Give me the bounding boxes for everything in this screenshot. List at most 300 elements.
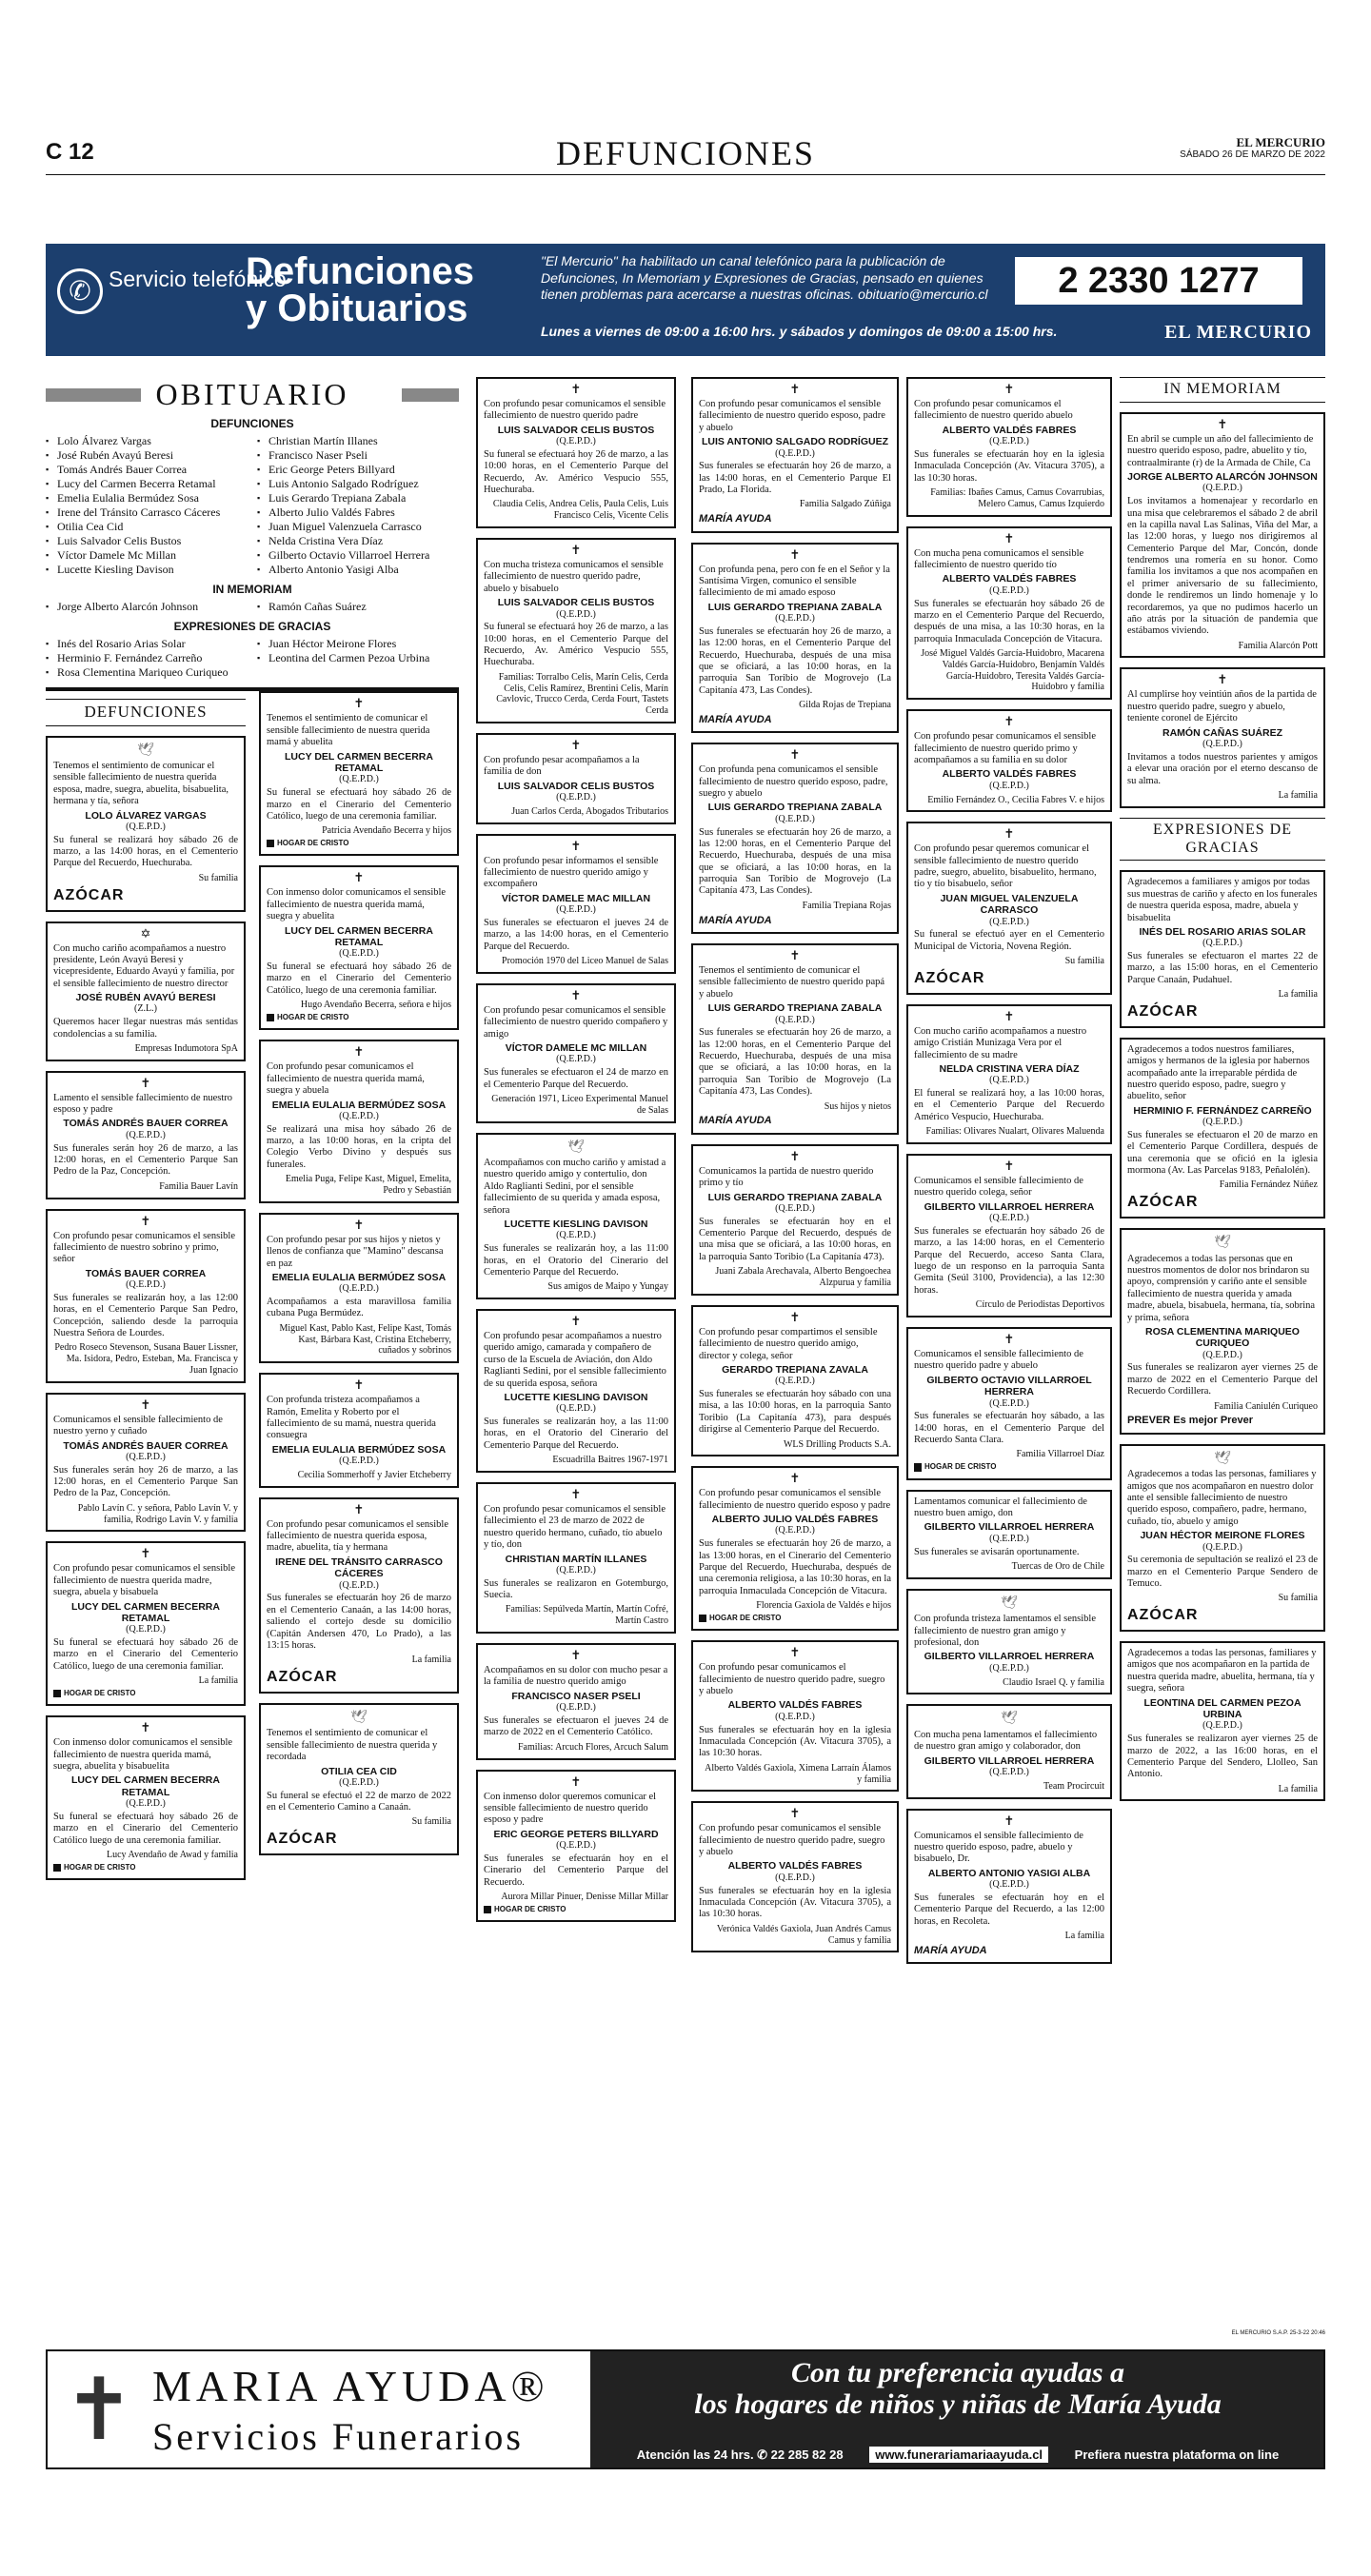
death-notice (906, 526, 1112, 701)
deceased-name: HERMINIO F. FERNÁNDEZ CARREÑO (1133, 1104, 1312, 1117)
cross-icon: ✝ (1003, 1333, 1015, 1347)
notice-qepd: (Q.E.P.D.) (989, 1075, 1029, 1086)
deceased-name: GILBERTO VILLARROEL HERRERA (924, 1200, 1095, 1213)
notice-signature: Miguel Kast, Pablo Kast, Felipe Kast, Tomás Kast, Bárbara Kast, Cristina Etcheberry, cuñados y sobrinos (279, 1322, 451, 1357)
cross-icon: ✝ (570, 739, 582, 753)
index-entry: ▪ Rosa Clementina Mariqueo Curiqueo (46, 665, 248, 680)
death-notice (906, 1327, 1112, 1480)
memoriam-head: IN MEMORIAM (1120, 377, 1325, 403)
notice-body: Sus funerales se efectuaron el 24 de marzo en el Cementerio Parque del Recuerdo. (484, 1067, 668, 1090)
death-notice (476, 1482, 676, 1634)
index-entry: ▪ Luis Gerardo Trepiana Zabala (257, 491, 459, 505)
notice-body: Sus funerales se efectuaron el 20 de marzo en el Cementerio Parque Cordillera, después de una ceremonia que se ofició en la iglesia mormona (Av. Las Parcelas 9183, Peñalolén). (1127, 1129, 1318, 1177)
cross-icon: ✝ (1003, 1159, 1015, 1175)
notice-signature: Florencia Gaxiola de Valdés e hijos (756, 1600, 891, 1612)
banner-text: "El Mercurio" ha habilitado un canal telefónico para la publicación de Defunciones, In Memoriam y Expresiones de Gracias, pensado en quienes tienen problemas para acercarse a nuestras oficinas. obituario@mercurio.cl (541, 253, 988, 302)
notice-intro: Con mucha pena lamentamos el fallecimiento de nuestro gran amigo y colaborador, don (914, 1729, 1098, 1753)
notice-signature: Familia Salgado Zúñiga (799, 499, 891, 510)
notice-body: Sus funerales se realizaron en Gotemburgo, Suecia. (484, 1577, 668, 1601)
cross-icon: ✝ (353, 1218, 365, 1233)
banner-title (246, 250, 475, 330)
death-notice (46, 1715, 246, 1880)
notice-body: Sus funerales se efectuaron el jueves 24 de marzo de 2022 en el Cementerio Católico. (484, 1714, 668, 1738)
deceased-name: EMELIA EULALIA BERMÚDEZ SOSA (271, 1271, 447, 1283)
azocar-logo-icon: AZÓCAR (1127, 1194, 1199, 1211)
column-2 (476, 377, 676, 1932)
notice-body: Sus funerales se efectuarán hoy sábado 26 de marzo, a las 14:00 horas, en el Cementerio Parque del Recuerdo, acceso Santa Clara, luego de un responso en la parroquia Santa Gemita (Seúl 3100, Providencia), a las 12:30 horas. (914, 1225, 1104, 1296)
banner-hours: Lunes a viernes de 09:00 a 16:00 hrs. y sábados y domingos de 09:00 a 15:00 hrs. (541, 324, 1058, 339)
notice-body: El funeral se realizará hoy, a las 10:00 horas, en el Cementerio Parque del Recuerdo Américo Vespucio, Huechuraba. (914, 1088, 1104, 1122)
notice-signature: Escuadrilla Baitres 1967-1971 (552, 1455, 668, 1466)
notice-qepd: (Q.E.P.D.) (339, 948, 379, 960)
notice-intro: Con profundo pesar comunicamos el fallecimiento de nuestra querida mamá, suegra y abuela (267, 1061, 425, 1097)
death-notice (259, 1213, 459, 1363)
deceased-name: TOMÁS ANDRÉS BAUER CORREA (63, 1439, 228, 1452)
deceased-name: VÍCTOR DAMELE MAC MILLAN (501, 892, 651, 904)
paper-info (1180, 135, 1325, 161)
death-notice (691, 1305, 899, 1457)
death-notice (906, 377, 1112, 517)
index-memoriam (46, 600, 459, 614)
notice-body: Sus funerales se efectuarán hoy en el Cinerario del Cementerio Parque del Recuerdo. (484, 1853, 668, 1888)
notice-qepd: (Q.E.P.D.) (339, 1579, 379, 1591)
death-notice (691, 1801, 899, 1952)
deceased-name: EMELIA EULALIA BERMÚDEZ SOSA (271, 1443, 447, 1456)
notice-signature: Verónica Valdés Gaxiola, Juan Andrés Camus Camus y familia (716, 1923, 891, 1946)
notice-qepd: (Q.E.P.D.) (989, 436, 1029, 447)
notice-qepd: (Q.E.P.D.) (556, 792, 596, 803)
notice-qepd: (Q.E.P.D.) (556, 1564, 596, 1575)
death-notice (476, 983, 676, 1123)
notice-intro: Tenemos el sentimiento de comunicar el sensible fallecimiento de nuestra querida mamá y abuelita (267, 713, 430, 748)
index-entry: ▪ Emelia Eulalia Bermúdez Sosa (46, 491, 248, 505)
deceased-name: GILBERTO VILLARROEL HERRERA (924, 1754, 1095, 1767)
notice-body: Su funeral se efectuará hoy sábado 26 de marzo en el Cinerario del Cementerio Católico, luego de una ceremonia familiar. (267, 787, 451, 822)
mariayuda-logo-icon: MARÍA AYUDA (699, 513, 772, 525)
notice-body: Su funeral se efectuó el 22 de marzo de 2022 en el Cementerio Camino a Canaán. (267, 1790, 451, 1813)
notice-body: Su funeral se efectuará hoy 26 de marzo, a las 10:00 horas, en el Cementerio Parque del Recuerdo, Av. Américo Vespucio 555, Huechuraba. (484, 448, 668, 496)
notice-signature: Su familia (1064, 956, 1104, 967)
cross-icon: ✝ (1003, 1009, 1015, 1024)
column-1 (46, 377, 459, 1890)
notice-body: Sus funerales se efectuarán hoy en la iglesia Inmaculada Concepción (Av. Vitacura 3705), a las 10:30 horas. (699, 1885, 891, 1920)
cross-icon: ✝ (789, 1646, 801, 1661)
notice-body: Su funeral se realizará hoy sábado 26 de marzo, a las 14:00 horas, en el Cementerio Parque del Recuerdo, Huechuraba. (53, 834, 238, 869)
deceased-name: FRANCISCO NASER PSELI (511, 1690, 641, 1702)
notice-qepd: (Q.E.P.D.) (989, 1879, 1029, 1891)
paper-date: SÁBADO 26 DE MARZO DE 2022 (1180, 149, 1325, 161)
notice-qepd: (Q.E.P.D.) (1202, 483, 1242, 494)
deceased-name: ALBERTO VALDÉS FABRES (942, 573, 1077, 585)
column-5 (1120, 377, 1325, 1811)
deceased-name: TOMÁS ANDRÉS BAUER CORREA (63, 1118, 228, 1130)
dove-icon: 🕊 (1214, 1235, 1231, 1251)
notice-list (691, 377, 899, 1952)
death-notice (476, 1643, 676, 1759)
cross-icon: ✝ (570, 1315, 582, 1330)
notice-signature: Pedro Roseco Stevenson, Susana Bauer Lissner, Ma. Isidora, Pedro, Esteban, Ma. Francisca y Juan Ignacio (54, 1342, 238, 1376)
index-entry: ▪ Irene del Tránsito Carrasco Cáceres (46, 505, 248, 520)
notice-intro: Con profundo pesar comunicamos el sensible fallecimiento de nuestro querido esposo y padre (699, 1488, 891, 1511)
notice-signature: Claudio Israel Q. y familia (1003, 1676, 1104, 1688)
death-notice (46, 1071, 246, 1199)
deceased-name: LUCY DEL CARMEN BECERRA RETAMAL (71, 1774, 220, 1798)
deceased-name: LUCY DEL CARMEN BECERRA RETAMAL (285, 924, 433, 948)
notice-list (259, 691, 459, 1855)
deceased-name: CHRISTIAN MARTÍN ILLANES (505, 1553, 647, 1565)
dove-icon: 🕊 (137, 742, 154, 758)
deceased-name: INÉS DEL ROSARIO ARIAS SOLAR (1139, 925, 1306, 938)
death-notice (259, 1497, 459, 1694)
notice-body: Sus funerales se efectuarán hoy sábado 26 de marzo en el Cementerio Parque del Recuerdo, después de una misa, a las 10:30 horas, en la parroquia Inmaculada Concepción de Vitacura. (914, 598, 1104, 644)
notice-body: Sus funerales se efectuarán hoy 26 de marzo, a las 12:00 horas, en el Cementerio Parque del Recuerdo, Huechuraba, después de una misa que se oficiará, a las 10:00 horas, en la parroquia San Toribio de Mogrovejo (La Capitanía 473, Las Condes). (699, 1027, 891, 1098)
cross-icon: ✝ (789, 383, 801, 397)
notice-signature: Familias: Olivares Nualart, Olivares Maluenda (925, 1126, 1104, 1138)
index-list-left (46, 434, 248, 577)
notice-body: Sus funerales serán hoy 26 de marzo, a las 12:00 horas, en el Cementerio Parque San Pedro de la Paz, Concepción. (53, 1464, 238, 1499)
notice-signature: Círculo de Periodistas Deportivos (975, 1299, 1104, 1311)
obituary-title: OBITUARIO (46, 377, 459, 411)
death-notice (259, 691, 459, 856)
notice-signature: Cecilia Sommerhoff y Javier Etcheberry (297, 1469, 451, 1480)
death-notice (476, 1770, 676, 1923)
notice-qepd: (Q.E.P.D.) (126, 821, 166, 832)
notice-body: Sus funerales se efectuaron el jueves 24 de marzo, a las 14:00 horas, en el Cementerio Parque del Recuerdo. (484, 918, 668, 952)
index-entry: ▪ Inés del Rosario Arias Solar (46, 637, 248, 651)
notice-intro: Con profundo pesar comunicamos el sensible fallecimiento de nuestro querido padre (484, 399, 666, 422)
notice-intro: Con mucha pena comunicamos el sensible fallecimiento de nuestro querido tío (914, 547, 1084, 571)
notice-signature: Patricia Avendaño Becerra y hijos (322, 825, 451, 837)
azocar-logo-icon: AZÓCAR (267, 1831, 338, 1848)
phone-icon: ✆ (57, 268, 103, 314)
cross-icon: ✝ (353, 697, 365, 712)
notice-intro: Comunicamos la partida de nuestro querido primo y tío (699, 1165, 874, 1189)
index-memoriam-label: IN MEMORIAM (212, 583, 292, 597)
deceased-name: JORGE ALBERTO ALARCÓN JOHNSON (1127, 471, 1318, 483)
death-notice (46, 1209, 246, 1383)
notice-intro: Agradecemos a todas las personas que en nuestros momentos de dolor nos brindaron su apoyo, comprensión y cariño ante el sensible fallecimiento de nuestra querida y amada madre, abuela, bisabuela, hermana, tía, sobrina y prima, señora (1127, 1253, 1316, 1323)
cross-icon: ✝ (789, 748, 801, 763)
deceased-name: LUIS SALVADOR CELIS BUSTOS (497, 424, 655, 436)
notice-intro: Con profundo pesar comunicamos el sensible fallecimiento de nuestra querida madre, suegra, abuela y bisabuela (53, 1563, 235, 1598)
dove-icon: 🕊 (1001, 1711, 1018, 1727)
notice-signature: Lucy Avendaño de Awad y familia (106, 1850, 238, 1861)
notice-qepd: (Q.E.P.D.) (989, 1662, 1029, 1674)
cross-icon: ✝ (140, 1547, 151, 1562)
notice-intro: Con mucho cariño acompañamos a nuestro presidente, León Avayú Beresi y vicepresidente, Eduardo Avayú y familia, por el sensible fallecimiento de nuestro director (53, 942, 235, 989)
notice-qepd: (Q.E.P.D.) (775, 1525, 815, 1536)
defunciones-stack-b (259, 691, 459, 1890)
notice-signature: Gilda Rojas de Trepiana (799, 700, 891, 711)
cross-icon: ✝ (140, 1076, 151, 1091)
death-notice (46, 921, 246, 1061)
notice-body: Sus funerales serán hoy 26 de marzo, a las 12:00 horas, en el Cementerio Parque San Pedro de la Paz, Concepción. (53, 1142, 238, 1178)
deceased-name: LUCETTE KIESLING DAVISON (504, 1391, 648, 1403)
notice-signature: La familia (198, 1675, 238, 1687)
star-of-david-icon: ✡ (140, 926, 151, 941)
cross-icon: ✝ (1003, 383, 1015, 397)
death-notice (1120, 667, 1325, 807)
notice-body: Su funeral se efectuó ayer en el Cementerio Municipal de Victoria, Novena Región. (914, 929, 1104, 952)
notice-body: Sus funerales se realizaron ayer viernes 25 de marzo de 2022, a las 16:00 horas, en el Cementerio Parque del Sendero, Llolleo, San Antonio. (1127, 1734, 1318, 1780)
death-notice (259, 1040, 459, 1202)
defunciones-subcolumns (46, 691, 459, 1890)
notice-body: Su funeral se efectuará hoy sábado 26 de marzo en el Cinerario del Cementerio Católico luego de una ceremonia familiar. (53, 1812, 238, 1846)
notice-body: Sus funerales se efectuarán hoy en el Cementerio Parque del Recuerdo, a las 12:00 horas, en Recoleta. (914, 1892, 1104, 1927)
index-list-left (46, 637, 248, 680)
notice-body: Sus funerales se efectuarán hoy en el Cementerio Parque del Recuerdo, después de una misa que se oficiará, a las 10:00 horas, en la parroquia Santo Toribio (La Capitanía 473). (699, 1216, 891, 1262)
death-notice (906, 822, 1112, 994)
index-entry: ▪ Lucette Kiesling Davison (46, 563, 248, 577)
prever-logo-icon: PREVER Es mejor Prever (1127, 1415, 1254, 1427)
notice-body: Sus funerales se realizaron ayer viernes 25 de marzo de 2022 en el Cementerio Parque del Recuerdo Cordillera. (1127, 1362, 1318, 1397)
notice-signature: José Miguel Valdés García-Huidobro, Macarena Valdés García-Huidobro, Benjamín Valdés García-Huidobro, Teresita Valdés García-Huidobro y familia (921, 648, 1104, 693)
index-entry: ▪ Lolo Álvarez Vargas (46, 434, 248, 448)
notice-intro: Agradecemos a familiares y amigos por todas sus muestras de cariño y afecto en los funerales de nuestra querida esposa, madre, abuela y bisabuelita (1127, 877, 1318, 923)
death-notice (476, 538, 676, 723)
hogar-logo-icon: HOGAR DE CRISTO (53, 1864, 135, 1872)
cross-icon: ✝ (140, 1721, 151, 1736)
death-notice (906, 1490, 1112, 1579)
notice-body: Sus funerales se efectuarán hoy en la iglesia Inmaculada Concepción (Av. Vitacura 3705), a las 10:30 horas. (914, 448, 1104, 484)
cross-icon: ✝ (789, 1149, 801, 1164)
death-notice (259, 865, 459, 1030)
notice-intro: Lamentamos comunicar el fallecimiento de nuestro buen amigo, don (914, 1496, 1087, 1518)
index-entry: ▪ Víctor Damele Mc Millan (46, 548, 248, 563)
notice-qepd: (Q.E.P.D.) (1202, 1117, 1242, 1128)
ad-tagline: Prefiera nuestra plataforma on line (1074, 2447, 1280, 2462)
index-entry: ▪ Juan Héctor Meirone Flores (257, 637, 459, 651)
mariayuda-logo-icon: MARÍA AYUDA (914, 1944, 987, 1956)
notice-qepd: (Q.E.P.D.) (775, 1872, 815, 1883)
notice-body: Acompañamos a esta maravillosa familia cubana Puga Bermúdez. (267, 1297, 451, 1319)
notice-intro: Con profundo pesar acompañamos a nuestro querido amigo, camarada y compañero de curso de la Escuela de Aviación, don Aldo Raglianti Sedini, por el sensible fallecimiento de su querida esposa, señora (484, 1331, 666, 1389)
deceased-name: LEONTINA DEL CARMEN PEZOA URBINA (1143, 1696, 1301, 1720)
deceased-name: IRENE DEL TRÁNSITO CARRASCO CÁCERES (275, 1556, 443, 1580)
notice-qepd: (Q.E.P.D.) (556, 436, 596, 447)
deceased-name: LUCY DEL CARMEN BECERRA RETAMAL (71, 1600, 220, 1624)
cross-icon: ✝ (1003, 531, 1015, 546)
notice-intro: Tenemos el sentimiento de comunicar el sensible fallecimiento de nuestro querido papá y abuelo (699, 965, 885, 1000)
notice-intro: Con profundo pesar informamos el sensible fallecimiento de nuestro querido amigo y excompañero (484, 855, 659, 890)
notice-qepd: (Q.E.P.D.) (556, 1840, 596, 1852)
index-entry: ▪ Jorge Alberto Alarcón Johnson (46, 600, 248, 614)
banner-title-line1: Defunciones (246, 250, 475, 292)
index-list-right (257, 434, 459, 577)
index-entry: ▪ Alberto Julio Valdés Fabres (257, 505, 459, 520)
notice-qepd: (Q.E.P.D.) (775, 1376, 815, 1387)
notice-body: Sus funerales se efectuarán hoy en la iglesia Inmaculada Concepción (Av. Vitacura 3705), a las 10:30 horas. (699, 1724, 891, 1759)
notice-body: Sus funerales se realizarán hoy, a las 12:00 horas, en el Cementerio Parque San Pedro, Concepción, saliendo desde la parroquia Nuestra Señora de Lourdes. (53, 1292, 238, 1338)
notice-body: Su ceremonia de sepultación se realizó el 23 de marzo en el Cementerio Parque Sendero de Temuco. (1127, 1555, 1318, 1590)
death-notice (906, 1809, 1112, 1965)
print-footnote: EL MERCURIO S.A.P. 25-3-22 20:46 (1231, 2330, 1325, 2336)
ad-slogan-line2: los hogares de niños y niñas de María Ayuda (694, 2388, 1222, 2420)
dove-icon: 🕊 (1001, 1595, 1018, 1611)
ad-service: Servicios Funerarios (152, 2415, 524, 2458)
notice-intro: Tenemos el sentimiento de comunicar el sensible fallecimiento de nuestra querida y recordada (267, 1728, 438, 1763)
notice-body: Invitamos a todos nuestros parientes y amigos a elevar una oración por el eterno descanso de su alma. (1127, 751, 1318, 786)
notice-signature: Claudia Celis, Andrea Celis, Paula Celis, Luis Francisco Celis, Vicente Celis (492, 499, 668, 522)
notice-signature: Familia Alarcón Pott (1238, 640, 1318, 651)
notice-qepd: (Q.E.P.D.) (339, 1776, 379, 1788)
notice-qepd: (Q.E.P.D.) (989, 1213, 1029, 1224)
cross-icon: ✝ (789, 1310, 801, 1325)
notice-signature: Tuercas de Oro de Chile (1011, 1560, 1104, 1572)
notice-qepd: (Q.E.P.D.) (126, 1451, 166, 1462)
cross-icon: ✝ (570, 1649, 582, 1664)
notice-intro: Con profunda tristeza lamentamos el sensible fallecimiento de nuestro gran amigo y profesional, don (914, 1614, 1096, 1648)
deceased-name: LUIS ANTONIO SALGADO RODRÍGUEZ (701, 436, 888, 448)
index-entry: ▪ Luis Antonio Salgado Rodríguez (257, 477, 459, 491)
notice-qepd: (Q.E.P.D.) (126, 1798, 166, 1810)
death-notice (691, 1640, 899, 1792)
notice-signature: Promoción 1970 del Liceo Manuel de Salas (502, 956, 668, 967)
banner-brand: EL MERCURIO (1164, 322, 1312, 343)
notice-intro: En abril se cumple un año del fallecimiento de nuestro querido esposo, padre, abuelito y tío, contraalmirante (r) de la Armada de Chile, Ca (1127, 433, 1314, 468)
notice-qepd: (Q.E.P.D.) (775, 1711, 815, 1722)
ad-slogan (590, 2357, 1325, 2420)
notice-qepd: (Q.E.P.D.) (126, 1624, 166, 1635)
notice-qepd: (Z.L.) (134, 1003, 157, 1015)
notice-intro: Con profundo pesar comunicamos el sensible fallecimiento de nuestro querido padre, suegro y abuelo (699, 1823, 885, 1858)
notice-signature: Su familia (411, 1816, 451, 1828)
notice-body: Sus funerales se efectuarán hoy sábado con una misa, a las 10:00 horas, en la parroquia Santo Toribio (La Capitanía 473), para después dirigirse al Cementerio Parque del Recuerdo. (699, 1389, 891, 1436)
notice-intro: Con profundo pesar acompañamos a la familia de don (484, 755, 640, 778)
death-notice (476, 834, 676, 974)
index-entry: ▪ Juan Miguel Valenzuela Carrasco (257, 520, 459, 534)
deceased-name: TOMÁS BAUER CORREA (85, 1267, 207, 1279)
notice-qepd: (Q.E.P.D.) (556, 1230, 596, 1241)
ad-phone: Atención las 24 hrs. ✆ 22 285 82 28 (636, 2447, 844, 2462)
death-notice (476, 1133, 676, 1299)
dove-icon: 🕊 (1214, 1450, 1231, 1466)
hogar-logo-icon: HOGAR DE CRISTO (914, 1463, 996, 1471)
notice-body: Sus funerales se efectuarán hoy 26 de marzo, a las 14:00 horas, en el Cementerio Parque El Prado, La Florida. (699, 461, 891, 496)
gracias-head: EXPRESIONES DE GRACIAS (1120, 818, 1325, 862)
hogar-logo-icon: HOGAR DE CRISTO (699, 1615, 781, 1622)
death-notice (476, 1309, 676, 1473)
notice-qepd: (Q.E.P.D.) (556, 904, 596, 916)
cross-logo-icon: ✝ (63, 2360, 135, 2460)
hogar-logo-icon: HOGAR DE CRISTO (267, 840, 348, 847)
index-list-left (46, 600, 248, 614)
notice-qepd: (Q.E.P.D.) (775, 447, 815, 459)
notice-body: Sus funerales se realizarán hoy, a las 11:00 horas, en el Oratorio del Cinerario del Cementerio Parque del Recuerdo. (484, 1243, 668, 1278)
deceased-name: LUIS SALVADOR CELIS BUSTOS (497, 780, 655, 792)
deceased-name: LUIS GERARDO TREPIANA ZABALA (707, 802, 883, 814)
index-entry: ▪ Otilia Cea Cid (46, 520, 248, 534)
notice-signature: Team Procircuit (1043, 1780, 1104, 1792)
notice-intro: Lamento el sensible fallecimiento de nuestro esposo y padre (53, 1092, 233, 1116)
notice-signature: Alberto Valdés Gaxiola, Ximena Larraín Álamos y familia (705, 1762, 891, 1785)
notice-signature: Familias: Torralbo Celis, Marín Celis, Cerda Celis, Celis Ramírez, Brentini Celis, Marín Cavlovic, Trucco Cerda, Cerda Fourt, Tastets Cerda (496, 671, 668, 717)
deceased-name: LUIS GERARDO TREPIANA ZABALA (707, 1191, 883, 1203)
cross-icon: ✝ (353, 1045, 365, 1060)
notice-qepd: (Q.E.P.D.) (339, 1283, 379, 1295)
column-4 (906, 377, 1112, 1973)
notice-qepd: (Q.E.P.D.) (126, 1129, 166, 1140)
page-header (46, 133, 1325, 175)
cross-icon: ✝ (789, 1472, 801, 1487)
index-gracias (46, 637, 459, 680)
death-notice (1120, 1444, 1325, 1632)
notice-qepd: (Q.E.P.D.) (556, 1054, 596, 1065)
deceased-name: LUIS GERARDO TREPIANA ZABALA (707, 601, 883, 613)
death-notice (691, 543, 899, 734)
notice-signature: La familia (1278, 989, 1318, 1001)
notice-body: Su funeral se efectuará hoy sábado 26 de marzo en el Cinerario del Cementerio Católico, luego de una ceremonia familiar. (53, 1637, 238, 1672)
index-defunciones (46, 434, 459, 577)
cross-icon: ✝ (1003, 827, 1015, 842)
deceased-name: ROSA CLEMENTINA MARIQUEO CURIQUEO (1145, 1325, 1300, 1350)
death-notice (1120, 1038, 1325, 1219)
cross-icon: ✝ (570, 839, 582, 854)
death-notice (1120, 1228, 1325, 1435)
notice-list (476, 377, 676, 1922)
death-notice (1120, 870, 1325, 1027)
hogar-logo-icon: HOGAR DE CRISTO (53, 1690, 135, 1697)
death-notice (691, 743, 899, 934)
notice-qepd: (Q.E.P.D.) (126, 1279, 166, 1291)
death-notice (691, 1466, 899, 1631)
notice-body: Su funeral se efectuará hoy 26 de marzo, a las 10:00 horas, en el Cementerio Parque del Recuerdo, Av. Américo Vespucio 555, Huechuraba. (484, 622, 668, 668)
deceased-name: GERARDO TREPIANA ZAVALA (722, 1363, 868, 1376)
paper-name: EL MERCURIO (1236, 135, 1325, 149)
deceased-name: NELDA CRISTINA VERA DÍAZ (939, 1062, 1080, 1075)
deceased-name: RAMÓN CAÑAS SUÁREZ (1162, 726, 1282, 739)
notice-intro: Con profundo pesar queremos comunicar el sensible fallecimiento de nuestro querido padre, suegro, abuelito, bisabuelito, hermano, tío y tío bisabuelo, señor (914, 843, 1097, 890)
notice-signature: Generación 1971, Liceo Experimental Manuel de Salas (491, 1093, 668, 1116)
notice-signature: La familia (1278, 1783, 1318, 1794)
deceased-name: ALBERTO JULIO VALDÉS FABRES (711, 1514, 879, 1526)
deceased-name: JUAN MIGUEL VALENZUELA CARRASCO (940, 892, 1079, 917)
notice-qepd: (Q.E.P.D.) (1202, 1541, 1242, 1553)
deceased-name: ALBERTO VALDÉS FABRES (727, 1699, 863, 1712)
notice-intro: Con profundo pesar comunicamos el sensible fallecimiento el 23 de marzo de 2022 de nuestro querido hermano, cuñado, tío abuelo y tío, don (484, 1504, 666, 1551)
ad-website-link[interactable]: www.funerariamariaayuda.cl (869, 2447, 1048, 2463)
notice-signature: Sus hijos y nietos (824, 1100, 891, 1112)
cross-icon: ✝ (353, 1502, 365, 1517)
notice-intro: Con profundo pesar comunicamos el fallecimiento de nuestro querido abuelo (914, 399, 1073, 422)
death-notice (691, 1144, 899, 1296)
notice-intro: Con profunda pena comunicamos el sensible fallecimiento de nuestro querido esposo, padre, suegro y abuelo (699, 764, 888, 800)
defunciones-stack-a (46, 691, 246, 1890)
index-entry: ▪ Christian Martín Illanes (257, 434, 459, 448)
notice-intro: Con profundo pesar compartimos el sensible fallecimiento de nuestro querido amigo, director y colega, señor (699, 1326, 878, 1361)
index-gracias-label: EXPRESIONES DE GRACIAS (173, 620, 331, 634)
notice-body: Sus funerales se avisarán oportunamente. (914, 1546, 1080, 1557)
index-entry: ▪ Francisco Naser Pseli (257, 448, 459, 463)
ad-slogan-line1: Con tu preferencia ayudas a (790, 2357, 1124, 2388)
notice-signature: Juani Zabala Arechavala, Alberto Bengoechea Alzpurua y familia (715, 1266, 891, 1288)
notice-signature: Su familia (198, 872, 238, 883)
notice-signature: La familia (1278, 789, 1318, 801)
notice-body: Sus funerales se efectuarán hoy 26 de marzo, a las 12:00 horas, en el Cementerio Parque del Recuerdo, Huechuraba, después de una misa que se oficiará, a las 10:00 horas, en la parroquia San Toribio de Mogrovejo (La Capitanía 473, Las Condes). (699, 625, 891, 696)
index-entry: ▪ Ramón Cañas Suárez (257, 600, 459, 614)
notice-intro: Con inmenso dolor comunicamos el sensible fallecimiento de nuestra querida mamá, suegra y abuelita (267, 887, 447, 922)
column-3 (691, 377, 899, 1962)
notice-body: Los invitamos a homenajear y recordarlo en una misa que celebraremos el sábado 2 de abril en la capilla naval Las Salinas, Viña del Mar, a las 12:00 horas, y luego nos dirigiremos al Cementerio Parque del Mar, Concón, donde tendremos una romería en su honor. Como familia los invitamos a que nos acompañen en el primer aniversario de su fallecimiento, donde le rendiremos un lindo homenaje y lo recordaremos, ya que no pudimos hacerlo un año atrás por la situación de pandemia que estábamos viviendo. (1127, 496, 1318, 637)
cross-icon: ✝ (1003, 1813, 1015, 1829)
index-entry: ▪ José Rubén Avayú Beresi (46, 448, 248, 463)
index-list-right (257, 600, 459, 614)
deceased-name: GILBERTO VILLARROEL HERRERA (924, 1651, 1095, 1663)
hogar-logo-icon: HOGAR DE CRISTO (484, 1906, 566, 1913)
notice-body: Se realizará una misa hoy sábado 26 de marzo, a las 10:00 horas, en la cripta del Colegio Verbo Divino y después sus funerales. (267, 1123, 451, 1170)
notice-intro: Con profundo pesar comunicamos el fallecimiento de nuestro querido padre, suegro y abuelo (699, 1662, 885, 1697)
defunciones-head: DEFUNCIONES (46, 699, 246, 725)
